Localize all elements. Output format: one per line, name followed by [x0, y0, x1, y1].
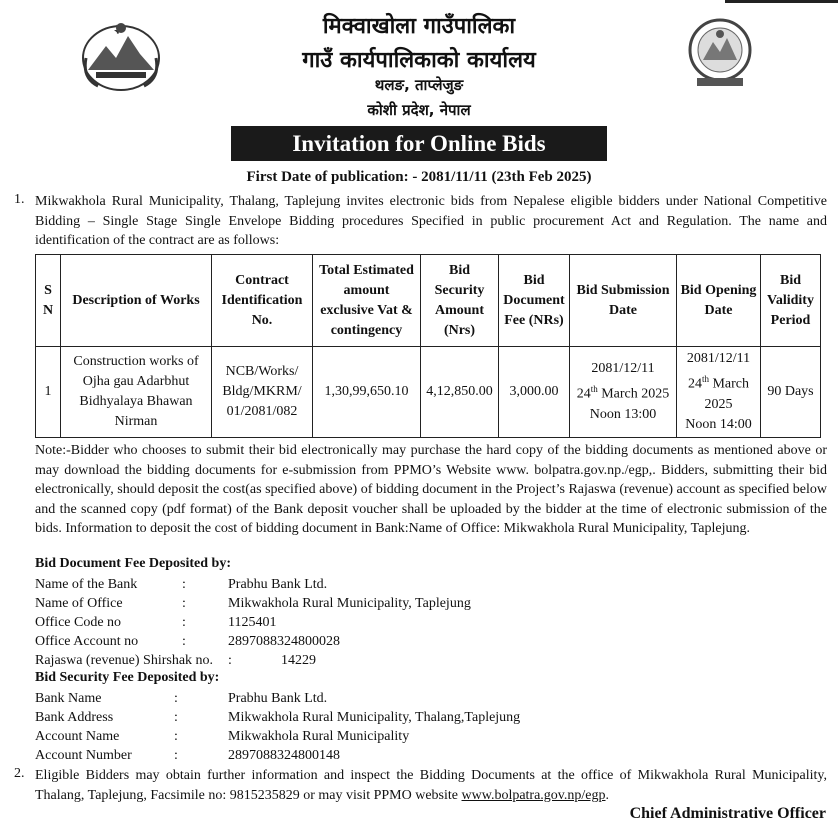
cell-contract-id: NCB/Works/ Bldg/MKRM/ 01/2081/082	[212, 347, 313, 438]
office-name: गाउँ कार्यपालिकाको कार्यालय	[302, 48, 536, 73]
cell-opening	[677, 347, 761, 438]
doc-fee-shirshak-value: 14229	[281, 653, 316, 668]
doc-fee-account-label: Office Account no	[35, 634, 139, 649]
security-list	[35, 689, 735, 765]
doc-fee-code-label: Office Code no	[35, 615, 122, 630]
submission-day-line	[573, 379, 673, 405]
doc-fee-account-value: 2897088324800028	[228, 634, 340, 649]
item-2-number: 2.	[14, 766, 25, 781]
opening-month: March 2025	[704, 376, 750, 412]
opening-day-line	[680, 369, 757, 415]
colon: :	[174, 691, 178, 706]
colon: :	[174, 748, 178, 763]
header-sn: S N	[36, 255, 61, 347]
bids-table	[35, 254, 821, 438]
doc-fee-list	[35, 575, 735, 670]
cell-submission	[570, 347, 677, 438]
security-account-number-value: 2897088324800148	[228, 748, 340, 763]
note-text: Note:-Bidder who chooses to submit their bid electronically may purchase the hard copy of the bidding documents as mentioned above or may download the bidding documents for e-submission from PPMO’s Website www. bolpatra.gov.np./egp,. Bidders, submitting their bid electronically, should deposit the cost(as specified above) of bidding document in the Project’s Rajaswa (revenue) account as specified below and the scanned copy (pdf format) of the Bank deposit voucher shall be uploaded by the bidder at the time of electronic submission of the bids. Information to deposit the cost of bidding document in Bank:Name of Office: Mikwakhola Rural Municipality, Taplejung.	[35, 443, 827, 536]
submission-month: March 2025	[597, 386, 670, 402]
bids-table-container	[35, 254, 821, 438]
security-account-number-label: Account Number	[35, 748, 132, 763]
opening-day: 24	[687, 376, 702, 392]
signature: Chief Administrative Officer	[629, 805, 826, 822]
colon: :	[228, 653, 232, 668]
cell-sn: 1	[36, 347, 61, 438]
opening-date: 2081/12/11	[686, 351, 751, 366]
header-description: Description of Works	[61, 255, 212, 347]
colon: :	[182, 615, 186, 630]
item-1-number: 1.	[14, 192, 25, 207]
cell-description: Construction works of Ojha gau Adarbhut Bidhyalaya Bhawan Nirman	[61, 347, 212, 438]
colon: :	[182, 596, 186, 611]
doc-fee-bank-value: Prabhu Bank Ltd.	[228, 577, 328, 592]
doc-fee-title: Bid Document Fee Deposited by:	[35, 556, 231, 571]
page-title: Invitation for Online Bids	[231, 126, 607, 161]
doc-fee-office-value: Mikwakhola Rural Municipality, Taplejung	[228, 596, 471, 611]
item-2-text: Eligible Bidders may obtain further information and inspect the Bidding Documents at the office of Mikwakhola Rural Municipality, Thalang, Taplejung, Facsimile no: 9815235829 or may visit PPMO website	[35, 768, 827, 803]
table-header-row	[36, 255, 821, 347]
security-bank-label: Bank Name	[35, 691, 102, 706]
header-security: Bid Security Amount (Nrs)	[421, 255, 499, 347]
header-validity: Bid Validity Period	[761, 255, 821, 347]
colon: :	[182, 634, 186, 649]
municipality-name: मिक्वाखोला गाउँपालिका	[322, 14, 516, 39]
opening-day-suffix: th	[701, 374, 709, 384]
security-account-name-value: Mikwakhola Rural Municipality	[228, 729, 410, 744]
cell-estimated: 1,30,99,650.10	[313, 347, 421, 438]
colon: :	[182, 577, 186, 592]
item-1-text: Mikwakhola Rural Municipality, Thalang, Taplejung invites electronic bids from Nepalese eligible bidders under National Competitive Bidding – Single Stage Single Envelope Bidding procedures Specified in public procurement Act and Regulation. The name and identification of the contract are as follows:	[35, 194, 827, 248]
security-address-value: Mikwakhola Rural Municipality, Thalang,Taplejung	[228, 710, 521, 725]
security-address-label: Bank Address	[35, 710, 114, 725]
table-row	[36, 347, 821, 438]
security-bank-value: Prabhu Bank Ltd.	[228, 691, 328, 706]
ppmo-website-link[interactable]: www.bolpatra.gov.np/egp	[461, 787, 606, 803]
submission-time: Noon 13:00	[589, 406, 657, 422]
item-2-paragraph	[35, 766, 827, 805]
colon: :	[174, 710, 178, 725]
submission-date: 2081/12/11	[591, 361, 655, 376]
office-location: थलङ, ताप्लेजुङ	[374, 76, 464, 94]
submission-day: 24	[576, 386, 591, 402]
header-opening: Bid Opening Date	[677, 255, 761, 347]
submission-day-suffix: th	[590, 384, 598, 394]
doc-fee-bank-label: Name of the Bank	[35, 577, 138, 592]
header-submission: Bid Submission Date	[570, 255, 677, 347]
item-2-end: .	[605, 787, 610, 803]
publication-date: First Date of publication: - 2081/11/11 (23th Feb 2025)	[246, 169, 592, 185]
header-estimated: Total Estimated amount exclusive Vat & contingency	[313, 255, 421, 347]
security-account-name-label: Account Name	[35, 729, 120, 744]
top-border-line	[725, 0, 838, 3]
opening-time: Noon 14:00	[685, 416, 752, 432]
office-province: कोशी प्रदेश, नेपाल	[367, 101, 471, 119]
colon: :	[174, 729, 178, 744]
doc-fee-code-value: 1125401	[228, 615, 277, 630]
doc-fee-shirshak-label: Rajaswa (revenue) Shirshak no.	[35, 653, 214, 668]
header-contract-id: Contract Identification No.	[212, 255, 313, 347]
cell-doc-fee: 3,000.00	[499, 347, 570, 438]
cell-security: 4,12,850.00	[421, 347, 499, 438]
cell-validity: 90 Days	[761, 347, 821, 438]
header-doc-fee: Bid Document Fee (NRs)	[499, 255, 570, 347]
doc-fee-office-label: Name of Office	[35, 596, 123, 611]
security-title: Bid Security Fee Deposited by:	[35, 670, 220, 685]
